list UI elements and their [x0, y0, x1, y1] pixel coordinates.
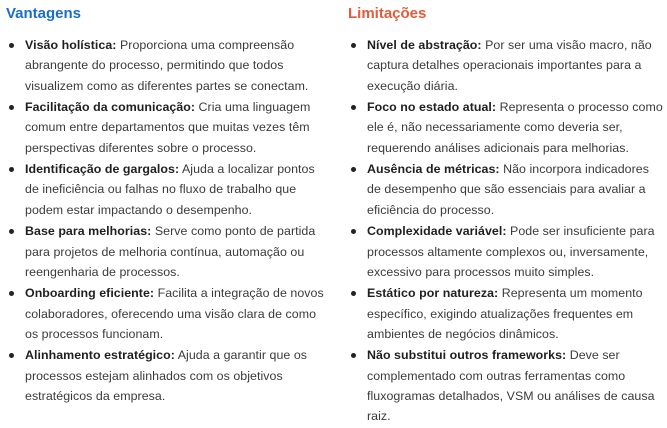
item-title: Base para melhorias:: [25, 224, 152, 239]
item-text: Serve como ponto de partida para projetos de melhoria contínua, automação ou reengenharia de processos.: [25, 224, 316, 279]
list-item: [6, 345, 326, 406]
advantages-heading: Vantagens: [6, 5, 82, 22]
list-item: [6, 283, 326, 344]
item-text: Facilita a integração de novos colaboradores, oferecendo uma visão clara de como os processos funcionam.: [25, 286, 324, 341]
item-title: Foco no estado atual:: [367, 100, 497, 115]
item-text: Deve ser complementado com outras ferramentas como fluxogramas detalhados, VSM ou análises de causa raiz.: [367, 348, 655, 424]
item-text: Proporciona uma compreensão abrangente do processo, permitindo que todos visualizem como as diferentes partes se conectam.: [25, 38, 309, 93]
item-title: Identificação de gargalos:: [25, 162, 180, 177]
list-item: [6, 159, 326, 220]
item-title: Visão holística:: [25, 38, 117, 52]
list-item: [348, 97, 666, 158]
list-item: [348, 345, 666, 426]
item-text: Ajuda a garantir que os processos estejam alinhados com os objetivos estratégicos da empresa.: [25, 348, 308, 403]
list-item: [348, 35, 666, 96]
item-text: Pode ser insuficiente para processos altamente complexos ou, inversamente, excessivo para processos muito simples.: [367, 224, 655, 279]
item-title: Alinhamento estratégico:: [25, 348, 175, 363]
advantages-list: [6, 35, 326, 406]
list-item: [348, 283, 666, 344]
item-text: Cria uma linguagem comum entre departamentos que muitas vezes têm perspectivas diferentes sobre o processo.: [25, 100, 311, 155]
item-title: Não substitui outros frameworks:: [367, 348, 567, 363]
advantages-column: [6, 0, 326, 407]
limitations-list: [348, 35, 666, 427]
item-title: Ausência de métricas:: [367, 162, 500, 177]
limitations-column: [348, 0, 666, 428]
limitations-heading: Limitações: [348, 5, 427, 22]
item-title: Facilitação da comunicação:: [25, 100, 196, 115]
item-text: Não incorpora indicadores de desempenho que são essenciais para avaliar a eficiência do processo.: [367, 162, 649, 217]
item-text: Representa o processo como ele é, não necessariamente como deveria ser, requerendo análises adicionais para melhorias.: [367, 100, 663, 155]
list-item: [6, 97, 326, 158]
item-title: Onboarding eficiente:: [25, 286, 155, 301]
list-item: [348, 159, 666, 220]
item-text: Por ser uma visão macro, não captura detalhes operacionais importantes para a execução diária.: [367, 38, 652, 93]
item-title: Complexidade variável:: [367, 224, 507, 239]
list-item: [6, 35, 326, 96]
item-title: Estático por natureza:: [367, 286, 499, 301]
list-item: [348, 221, 666, 282]
item-text: Ajuda a localizar pontos de ineficiência ou falhas no fluxo de trabalho que podem estar impactando o desempenho.: [25, 162, 315, 217]
item-title: Nível de abstração:: [367, 38, 482, 52]
list-item: [6, 221, 326, 282]
item-text: Representa um momento específico, exigindo atualizações frequentes em ambientes de negócios dinâmicos.: [367, 286, 643, 341]
